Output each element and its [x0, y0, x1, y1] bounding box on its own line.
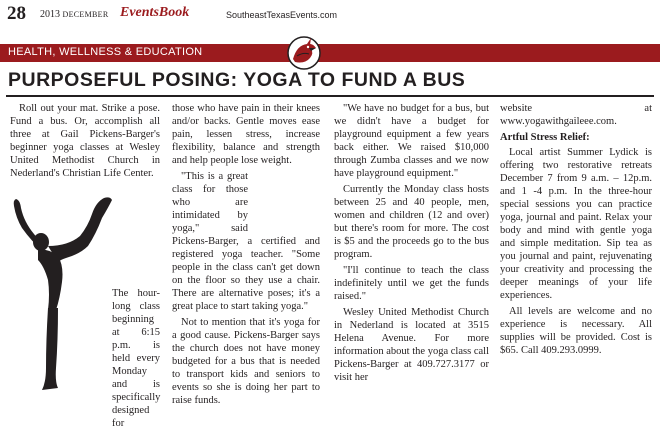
issue-month: DECEMBER: [62, 10, 109, 19]
figure-wrap: [248, 170, 320, 230]
subheading: Artful Stress Relief:: [500, 132, 590, 143]
cardinal-logo-icon: [283, 35, 325, 71]
column-2: [172, 102, 320, 410]
paragraph: All levels are welcome and no experience is necessary. All supplies will be provided. Cost is $65. Call 409.293.0999.: [500, 306, 652, 356]
page-header: [0, 0, 660, 32]
paragraph: Roll out your mat. Strike a pose. Fund a bus. Or, accomplish all three at Gail Pickens-Barger's beginner yoga classes at Wesley United Methodist Church in Nederland's Christian Life Center.: [10, 103, 160, 179]
headline: PURPOSEFUL POSING: YOGA TO FUND A BUS: [8, 69, 466, 91]
paragraph: those who have pain in their knees and/or backs. Gentle moves ease pain, lessen stress, increase flexibility, balance and strength and help people lose weight.: [172, 103, 320, 166]
section-label: HEALTH, WELLNESS & EDUCATION: [8, 46, 203, 58]
paragraph: "We have no budget for a bus, but we didn't have a budget for playground equipment a few years back either. We raised $10,000 through Zumba classes and we now have playground equipment.": [334, 103, 489, 179]
page-number: 28: [7, 3, 26, 24]
paragraph: Local artist Summer Lydick is offering two restorative retreats December 7 from 9 a.m. – 12p.m. and 1 -4 p.m. In the three-hour special sessions you can practice yoga, journal and paint. Relax your body and mind with gentle yoga and simple meditation. Sip tea as you journal and paint, rejuvenating your creativity and processing the deeper meanings of your life experiences.: [500, 147, 652, 301]
paragraph: "I'll continue to teach the class indefinitely until we get the funds raised.": [334, 265, 489, 302]
brand-logo: EventsBook: [120, 5, 190, 20]
paragraph-text: "This is a great class for those who are intimidated by yoga," said Pickens-Barger, a certified and registered yoga teacher. "Some people in the class can't get down on the floor so they use a chair. There are alternative poses; it's a great place to start taking yoga.": [172, 171, 320, 312]
headline-rule: [6, 95, 654, 97]
paragraph: Wesley United Methodist Church in Nederland is located at 3515 Helena Avenue. For more information about the yoga class call Pickens-Barger at 409.727.3177 or visit her: [334, 307, 489, 383]
website: SoutheastTexasEvents.com: [226, 10, 338, 20]
yoga-silhouette-image: [8, 190, 123, 395]
issue-date: [40, 9, 108, 20]
column-3: [334, 102, 489, 387]
paragraph: website at www.yogawithgaileee.com.: [500, 103, 652, 127]
paragraph: Not to mention that it's yoga for a good cause. Pickens-Barger says the church does not have money budgeted for a bus that is needed to transport kids and seniors to events so she is doing her part to raise funds.: [172, 317, 320, 406]
paragraph: Currently the Monday class hosts between 25 and 40 people, men, women and children (12 and over) but there's room for more. The cost is $5 and the proceeds go to the bus program.: [334, 184, 489, 260]
paragraph: [172, 170, 320, 313]
paragraph-wrapped: The hour-long class beginning at 6:15 p.m. is held every Monday and is specifically designed for: [112, 288, 161, 429]
column-4: [500, 102, 652, 360]
column-1: [10, 102, 160, 183]
issue-year: 2013: [40, 9, 60, 20]
